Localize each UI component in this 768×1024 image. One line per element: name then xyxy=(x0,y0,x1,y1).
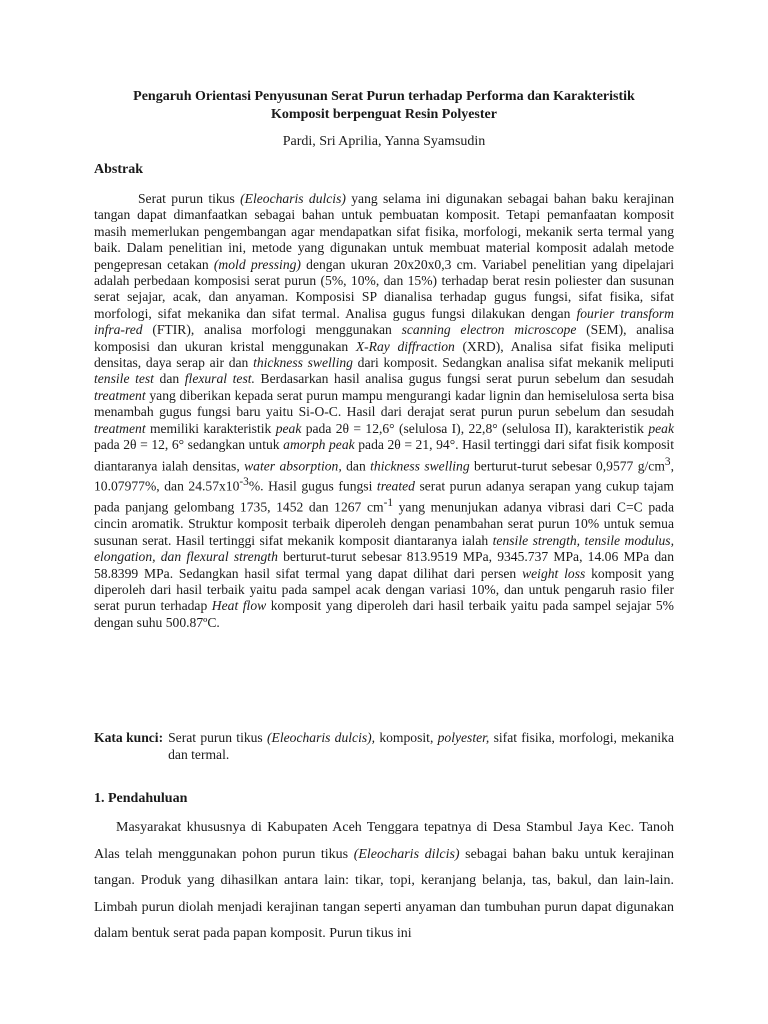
keywords-italic: (Eleocharis dulcis), xyxy=(267,730,376,745)
abstract-run: yang diberikan kepada serat purun mampu mengurangi kadar lignin dan hemiselulosa serta bisa menambah gugus fungsi baru yaitu Si-O-C. Hasil dari derajat serat purun purun sebelum dan sesudah xyxy=(94,387,674,420)
abstract-run: pada 2θ = 12, 6° sedangkan untuk xyxy=(94,437,284,453)
abstract-italic: water absorption, xyxy=(244,458,342,474)
introduction-paragraph xyxy=(94,815,674,948)
abstract-run: dengan ukuran 20x20x0,3 cm. Variabel penelitian yang dipelajari adalah perbedaan komposisi serat purun (5%, 10%, dan 15%) terhadap berat resin poliester dan susunan serat sejajar, acak, dan anyaman. Komposisi SP dianalisa terhadap gugus fungsi, sifat fisika, sifat morfologi, sifat mekanika dan sifat termal. Analisa gugus fungsi dilakukan dengan xyxy=(94,256,674,321)
keywords-run: sifat fisika, morfologi, mekanika dan termal. xyxy=(168,730,674,762)
abstract-text xyxy=(94,191,674,631)
keywords-text xyxy=(168,729,674,763)
keywords-block xyxy=(94,729,674,763)
abstract-run: yang selama ini digunakan sebagai bahan baku kerajinan tangan dapat dimanfaatkan sebagai bahan untuk pembuatan komposit. Tetapi pemanfaatan komposit masih memerlukan pengembangan agar mendapatkan sifat fisika, morfologi, mekanik serta termal yang baik. Dalam penelitian ini, metode yang digunakan untuk membuat material komposit adalah metode pengepresan cetakan xyxy=(94,191,674,272)
abstract-run: Berdasarkan hasil analisa gugus fungsi serat purun sebelum dan sesudah xyxy=(254,371,674,387)
section-heading-introduction: 1. Pendahuluan xyxy=(94,791,188,806)
abstract-run: dan xyxy=(153,371,185,387)
abstract-italic: Heat flow xyxy=(211,598,267,614)
abstract-run: %. Hasil gugus fungsi xyxy=(248,478,377,494)
abstract-italic: tensile test xyxy=(94,371,154,387)
abstract-run: (FTIR), analisa morfologi menggunakan xyxy=(142,322,402,338)
abstract-italic: X-Ray diffraction xyxy=(355,338,455,354)
title-line-2: Komposit berpenguat Resin Polyester xyxy=(271,107,497,122)
intro-run: sebagai bahan baku untuk kerajinan tangan. Produk yang dihasilkan antara lain: tikar, topi, keranjang belanja, tas, bakul, dan lain-lain. Limbah purun diolah menjadi kerajinan tangan seperti anyaman dan tumbuhan purun dapat digunakan dalam bentuk serat pada papan komposit. Purun tikus ini xyxy=(94,846,675,941)
abstract-italic: treatment xyxy=(94,420,146,436)
abstract-run: komposit yang diperoleh dari hasil terbaik yaitu pada sampel sejajar 5% dengan suhu 500.87ºC. xyxy=(94,598,674,630)
abstract-run: berturut-turut sebesar 0,9577 g/cm xyxy=(469,458,665,474)
abstract-italic: thickness swelling xyxy=(370,458,470,474)
abstract-run: serat purun adanya serapan yang cukup tajam pada panjang gelombang 1735, 1452 dan 1267 cm xyxy=(94,478,674,515)
abstract-run: pada 2θ = 21, 94°. Hasil tertinggi dari sifat fisik komposit diantaranya ialah densitas, xyxy=(94,437,674,474)
abstract-italic: tensile strength, tensile modulus, elongation, dan flexural strength xyxy=(94,532,674,565)
keywords-label: Kata kunci: xyxy=(94,730,164,745)
abstract-italic: treated xyxy=(376,478,415,494)
abstract-superscript: -1 xyxy=(383,497,394,510)
abstract-run: komposit yang diperoleh dari hasil terbaik yaitu pada sampel acak dengan variasi 10%, dan untuk pengaruh rasio filer serat purun terhadap xyxy=(94,565,674,614)
intro-italic: (Eleocharis dilcis) xyxy=(353,846,460,862)
abstract-italic: weight loss xyxy=(522,565,586,581)
abstract-italic: (mold pressing) xyxy=(213,256,301,272)
author-list: Pardi, Sri Aprilia, Yanna Syamsudin xyxy=(282,134,486,149)
abstract-run: (SEM), analisa komposisi dan ukuran kristal menggunakan xyxy=(94,322,675,354)
abstract-superscript: 3 xyxy=(664,455,671,468)
keywords-run: Serat purun tikus xyxy=(168,730,267,745)
abstract-run: , 10.07977%, dan 24.57x10 xyxy=(94,458,674,494)
abstract-italic: peak xyxy=(275,420,302,436)
keywords-run: komposit, xyxy=(375,730,438,745)
abstract-run: dan xyxy=(341,458,371,474)
abstract-run: yang menunjukan adanya vibrasi dari C=C pada cincin aromatik. Struktur komposit terbaik diperoleh dengan penambahan serat purun 10% untuk semua susunan serat. Hasil tertinggi sifat mekanik komposit diantaranya ialah xyxy=(94,499,674,548)
abstract-run: berturut-turut sebesar 813.9519 MPa, 9345.737 MPa, 14.06 MPa dan 58.8399 MPa. Sedangkan hasil sifat termal yang dapat dilihat dari persen xyxy=(94,549,674,581)
keywords-italic: polyester, xyxy=(437,730,490,745)
abstract-run: pada 2θ = 12,6° (selulosa I), 22,8° (selulosa II), karakteristik xyxy=(301,420,649,436)
intro-run: Masyarakat khususnya di Kabupaten Aceh Tenggara tepatnya di Desa Stambul Jaya Kec. Tanoh Alas telah menggunakan pohon purun tikus xyxy=(94,820,674,862)
abstract-heading: Abstrak xyxy=(94,162,144,177)
abstract-italic: scanning electron microscope xyxy=(401,322,577,338)
abstract-italic: peak xyxy=(648,420,674,436)
paper-title xyxy=(60,88,708,124)
abstract-run: (XRD), Analisa sifat fisika meliputi densitas, daya serap air dan xyxy=(94,338,674,371)
title-line-1: Pengaruh Orientasi Penyusunan Serat Purun terhadap Performa dan Karakteristik xyxy=(133,89,635,104)
abstract-italic: flexural test. xyxy=(184,371,255,387)
abstract-italic: thickness swelling xyxy=(253,355,353,371)
abstract-italic: treatment xyxy=(94,387,146,403)
abstract-italic: (Eleocharis dulcis) xyxy=(240,191,346,206)
abstract-run: memiliki karakteristik xyxy=(145,420,276,436)
abstract-italic: fourier transform infra-red xyxy=(94,305,674,338)
abstract-superscript: -3 xyxy=(239,476,249,489)
abstract-italic: amorph peak xyxy=(283,437,355,453)
abstract-run: dari komposit. Sedangkan analisa sifat mekanik meliputi xyxy=(352,355,674,371)
abstract-run: Serat purun tikus xyxy=(138,191,241,206)
